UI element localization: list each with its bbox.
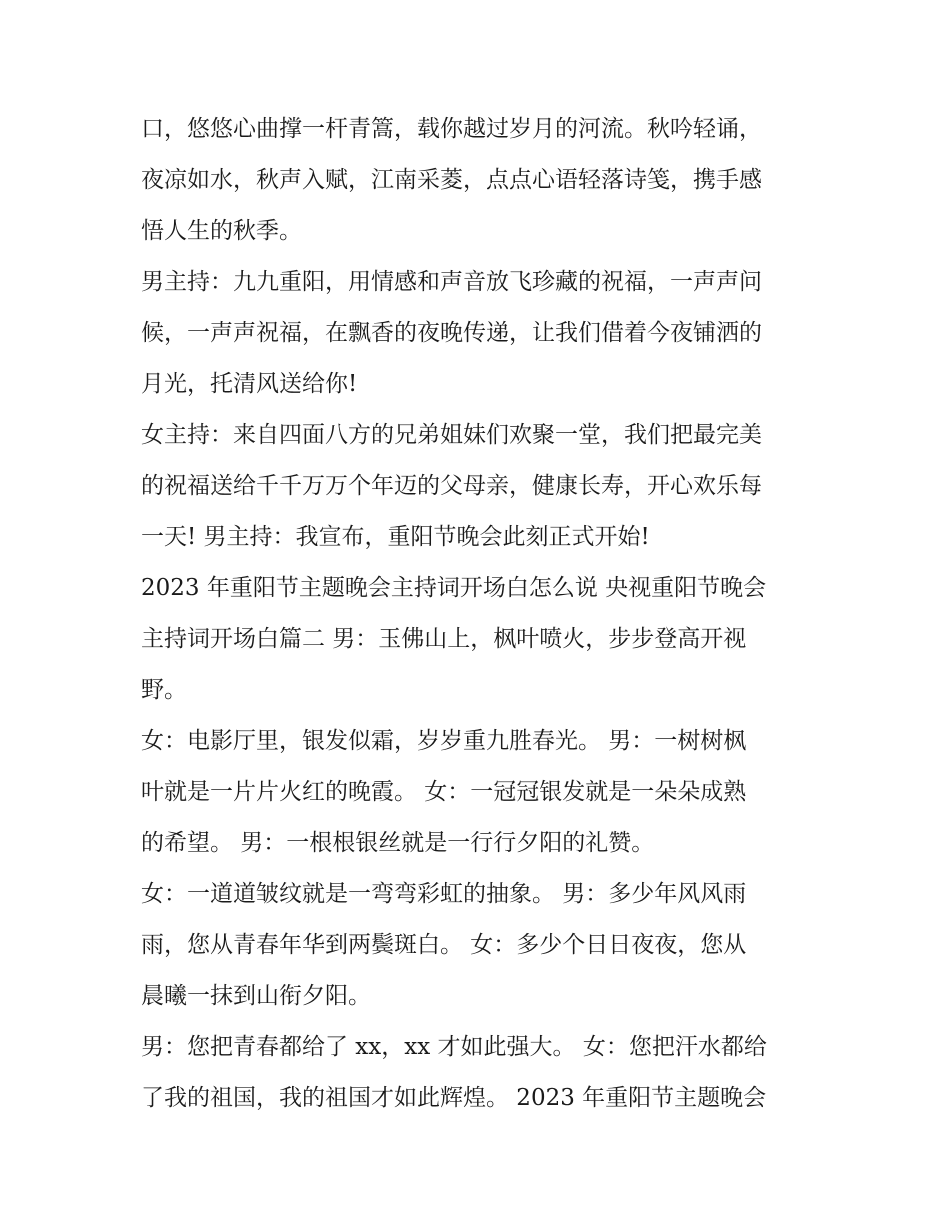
text-line: 女：一道道皱纹就是一弯弯彩虹的抽象。 男：多少年风风雨 <box>141 881 747 907</box>
text-line: 了我的祖国，我的祖国才如此辉煌。 2023 年重阳节主题晚会 <box>141 1085 767 1111</box>
text-line: 主持词开场白篇二 男：玉佛山上，枫叶喷火，步步登高开视 <box>141 626 747 652</box>
text-line: 悟人生的秋季。 <box>141 218 302 244</box>
text-line: 晨曦一抹到山衔夕阳。 <box>141 983 371 1009</box>
text-line: 一天! 男主持：我宣布，重阳节晚会此刻正式开始! <box>141 524 650 550</box>
text-line: 男主持：九九重阳，用情感和声音放飞珍藏的祝福，一声声问 <box>141 269 762 295</box>
text-line: 的希望。 男：一根根银丝就是一行行夕阳的礼赞。 <box>141 830 655 856</box>
text-line: 女：电影厅里，银发似霜，岁岁重九胜春光。 男：一树树枫 <box>141 728 747 754</box>
text-line: 雨，您从青春年华到两鬓斑白。 女：多少个日日夜夜，您从 <box>141 932 747 958</box>
text-line: 夜凉如水，秋声入赋，江南采菱，点点心语轻落诗笺，携手感 <box>141 167 762 193</box>
text-line: 2023 年重阳节主题晚会主持词开场白怎么说 央视重阳节晚会 <box>141 575 767 601</box>
text-line: 口，悠悠心曲撑一杆青篙，载你越过岁月的河流。秋吟轻诵， <box>141 116 762 142</box>
text-line: 野。 <box>141 677 187 703</box>
text-line: 的祝福送给千千万万个年迈的父母亲，健康长寿，开心欢乐每 <box>141 473 762 499</box>
text-line: 男：您把青春都给了 xx，xx 才如此强大。 女：您把汗水都给 <box>141 1034 767 1060</box>
text-line: 女主持：来自四面八方的兄弟姐妹们欢聚一堂，我们把最完美 <box>141 422 762 448</box>
document-body <box>141 104 831 1124</box>
text-line: 候，一声声祝福，在飘香的夜晚传递，让我们借着今夜铺洒的 <box>141 320 762 346</box>
text-line: 叶就是一片片火红的晚霞。 女：一冠冠银发就是一朵朵成熟 <box>141 779 747 805</box>
text-line: 月光，托清风送给你! <box>141 371 358 397</box>
